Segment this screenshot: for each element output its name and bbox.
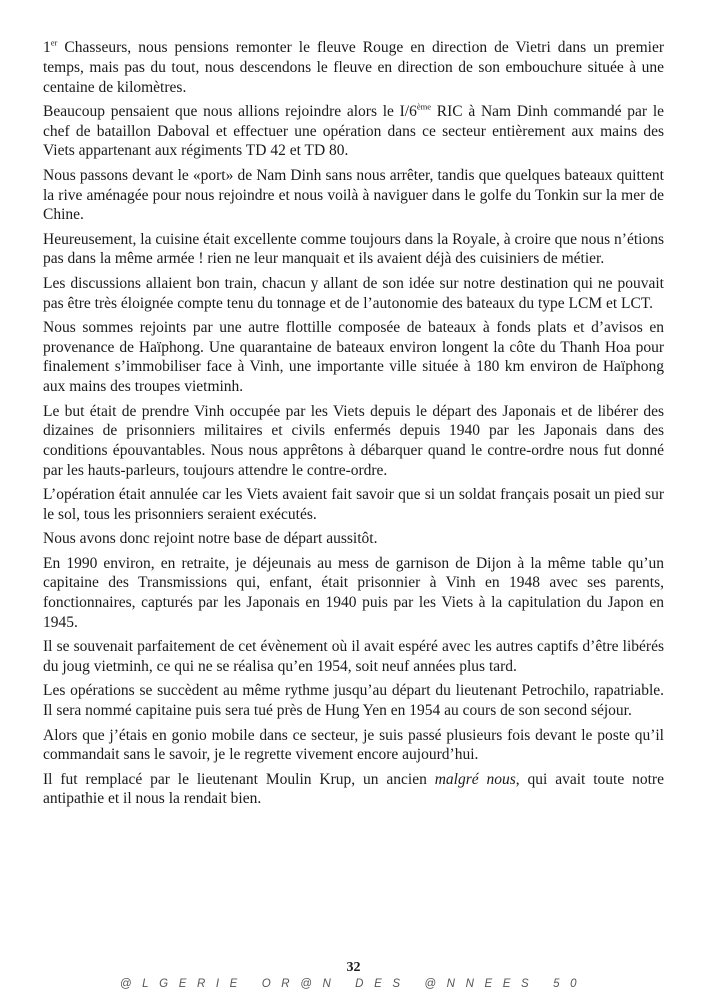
text-run: Heureusement, la cuisine était excellente comme toujours dans la Royale, à croire que nous n’étions pas dans la même armée ! rien ne leur manquait et ils avaient déjà des cuisiniers de métier.: [43, 230, 664, 268]
text-run: Nous sommes rejoints par une autre flottille composée de bateaux à fonds plats et d’avisos en provenance de Haïphong. Une quarantaine de bateaux environ longent la côte du Thanh Hoa pour finalement s’immobiliser face à Vinh, une importante ville située à 180 km environ de Haïphong aux mains des troupes vietminh.: [43, 318, 664, 396]
text-run: Beaucoup pensaient que nous allions rejoindre alors le I/6: [43, 102, 417, 120]
text-run: Chasseurs, nous pensions remonter le fleuve Rouge en direction de Vietri dans un premier temps, mais pas du tout, nous descendons le fleuve en direction de son embouchure située à une centaine de kilomètres.: [43, 39, 664, 96]
paragraph: [43, 554, 664, 633]
paragraph: [43, 166, 664, 225]
text-run: Il se souvenait parfaitement de cet évènement où il avait espéré avec les autres captifs d’être libérés du joug vietminh, ce qui ne se réalisa qu’en 1954, soit neuf années plus tard.: [43, 638, 664, 676]
text-run: L’opération était annulée car les Viets avaient fait savoir que si un soldat français posait un pied sur le sol, tous les prisonniers seraient exécutés.: [43, 486, 664, 524]
paragraph: [43, 681, 664, 721]
running-footer: @LGERIE OR@N DES @NNEES 50: [119, 978, 588, 990]
text-run: Nous avons donc rejoint notre base de départ aussitôt.: [43, 530, 378, 548]
text-run: RIC à Nam Dinh commandé par le chef de bataillon Daboval et effectuer une opération dans ce secteur entièrement aux mains des Viets appartenant aux régiments TD 42 et TD 80.: [43, 102, 665, 160]
superscript: ème: [416, 101, 432, 112]
text-run: Le but était de prendre Vinh occupée par les Viets depuis le départ des Japonais et de libérer des dizaines de prisonniers militaires et civils enfermés depuis 1940 par les Japonais dans des conditions épouvantables. Nous nous apprêtons à débarquer quand le contre-ordre nous fut donné par les hauts-parleurs, toujours attendre le contre-ordre.: [43, 402, 664, 479]
body-text: [43, 38, 664, 814]
superscript: er: [50, 37, 58, 48]
paragraph: [43, 102, 664, 161]
paragraph: [43, 402, 664, 481]
text-run: Les opérations se succèdent au même rythme jusqu’au départ du lieutenant Petrochilo, rapatriable. Il sera nommé capitaine puis sera tué près de Hung Yen en 1954 au cours de son second séjour.: [43, 682, 664, 720]
paragraph: [43, 485, 664, 525]
text-run: Les discussions allaient bon train, chacun y allant de son idée sur notre destination qui ne pouvait pas être très éloignée compte tenu du tonnage et de l’autonomie des bateaux du type LCM et LCT.: [43, 274, 664, 312]
text-run: Nous passons devant le «port» de Nam Dinh sans nous arrêter, tandis que quelques bateaux quittent la rive aménagée pour nous rejoindre et nous voilà à naviguer dans le golfe du Tonkin sur la mer de Chine.: [43, 166, 664, 224]
paragraph: [43, 726, 664, 766]
paragraph: [43, 529, 664, 549]
emphasis-text: malgré nous: [434, 770, 516, 788]
text-run: Il fut remplacé par le lieutenant Moulin Krup, un ancien: [43, 770, 435, 788]
text-run: 1: [43, 39, 51, 56]
paragraph: [43, 230, 664, 270]
paragraph: [43, 770, 664, 810]
paragraph: [43, 274, 664, 314]
page-number: 32: [346, 960, 361, 975]
text-run: , qui avait toute notre antipathie et il nous la rendait bien.: [43, 770, 664, 808]
paragraph: [43, 318, 664, 397]
paragraph: [43, 38, 664, 97]
paragraph: [43, 637, 664, 677]
text-run: Alors que j’étais en gonio mobile dans ce secteur, je suis passé plusieurs fois devant le poste qu’il commandait sans le savoir, je le regrette vivement encore aujourd’hui.: [43, 726, 664, 764]
text-run: En 1990 environ, en retraite, je déjeunais au mess de garnison de Dijon à la même table qu’un capitaine des Transmissions qui, enfant, était prisonnier à Vinh en 1948 avec ses parents, fonctionnaires, capturés par les Japonais en 1940 puis par les Viets à la capitulation du Japon en 1945.: [43, 554, 664, 632]
